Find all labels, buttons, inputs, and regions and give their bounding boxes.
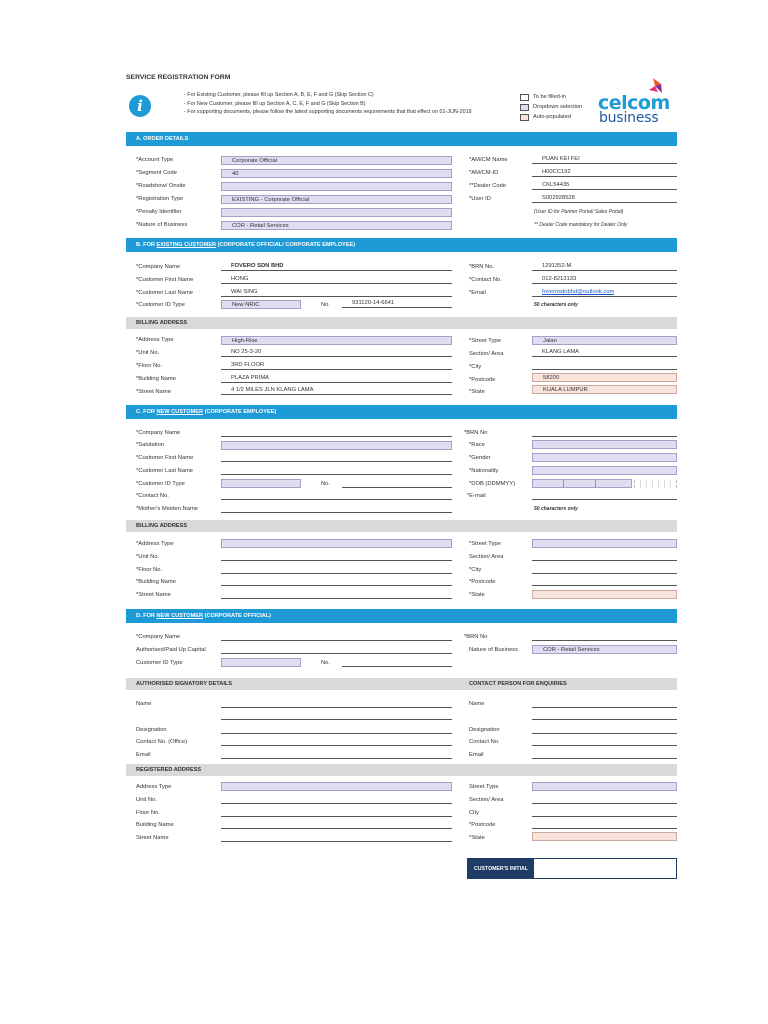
label-email: *Email xyxy=(469,290,486,296)
instruction-existing: - For Existing Customer, please fill up Section A, B, E, F and G (Skip Section C) xyxy=(184,92,374,98)
label-c-brn: *BRN No xyxy=(464,430,488,436)
instruction-new: - For New Customer, please fill up Section A, C, E, F and G (Skip Section B) xyxy=(184,100,366,107)
sig-contact-line[interactable] xyxy=(221,745,452,746)
user-id-field[interactable]: S002928528 xyxy=(532,194,677,203)
cp-designation-line[interactable] xyxy=(532,733,677,734)
label-last-name: *Customer Last Name xyxy=(136,290,194,296)
address-type-select[interactable]: High-Rise xyxy=(221,336,452,345)
unit-no-field[interactable]: NO 25-3-20 xyxy=(221,348,452,357)
section-d-title-suffix: (CORPORATE OFFICIAL) xyxy=(203,613,271,619)
label-unit-no: *Unit No. xyxy=(136,350,160,356)
dealer-code-note: ** Dealer Code mandatory for Dealer Only xyxy=(534,222,628,228)
am-name-field[interactable]: PUAN KEI FEI xyxy=(532,155,677,164)
c-postcode-field[interactable] xyxy=(532,577,677,586)
info-glyph: i xyxy=(137,97,143,115)
c-id-no-field[interactable] xyxy=(342,479,452,488)
reg-building-name-field[interactable] xyxy=(221,820,452,829)
reg-postcode-field[interactable] xyxy=(532,820,677,829)
registration-type-select[interactable]: EXISTING - Corporate Official xyxy=(221,195,452,204)
dealer-code-field[interactable]: CKL54435 xyxy=(532,181,677,190)
label-reg-postcode: *Postcode xyxy=(469,822,496,828)
account-type-select[interactable]: Corporate Official xyxy=(221,156,452,165)
label-cp-designation: Designation xyxy=(469,727,500,733)
cp-name-line2[interactable] xyxy=(532,719,677,720)
section-area-field[interactable]: KLANG LAMA xyxy=(532,348,677,357)
section-b-title-suffix: (CORPORATE OFFICIAL/ CORPORATE EMPLOYEE) xyxy=(216,242,356,248)
cp-contact-line[interactable] xyxy=(532,745,677,746)
label-c-section-area: Section/ Area xyxy=(469,554,504,560)
label-postcode: *Postcode xyxy=(469,377,496,383)
label-account-type: *Account Type xyxy=(136,157,174,163)
street-name-field[interactable]: 4 1/2 MILES JLN KLANG LAMA xyxy=(221,386,452,395)
billing-title: BILLING ADDRESS xyxy=(136,320,188,326)
label-sig-contact: Contact No. (Office) xyxy=(136,739,188,745)
logo-celcom-text: celcom xyxy=(598,92,670,114)
reg-floor-no-field[interactable] xyxy=(221,808,452,817)
label-city: *City xyxy=(469,364,482,370)
sig-designation-line[interactable] xyxy=(221,733,452,734)
c-mothers-name-field[interactable] xyxy=(221,504,452,513)
label-c-gender: *Gender xyxy=(469,455,491,461)
c-company-name-field[interactable] xyxy=(221,428,452,437)
c-email-chars-note: 50 characters only xyxy=(534,506,578,512)
info-icon xyxy=(129,95,151,117)
cp-email-line[interactable] xyxy=(532,758,677,759)
customer-initial-field[interactable] xyxy=(534,859,676,878)
label-c-city: *City xyxy=(469,567,482,573)
section-c-title-underlined: NEW CUSTOMER xyxy=(156,409,204,415)
label-dealer-code: **Dealer Code xyxy=(469,183,507,189)
c-street-type-select[interactable] xyxy=(532,539,677,548)
legend-fill-label: To be filled-in xyxy=(533,94,566,100)
label-c-building-name: *Building Name xyxy=(136,579,176,585)
section-b-billing-header xyxy=(126,317,677,329)
floor-no-field[interactable]: 3RD FLOOR xyxy=(221,361,452,370)
c-email-field[interactable] xyxy=(532,491,677,500)
sig-name-line2[interactable] xyxy=(221,719,452,720)
c-first-name-field[interactable] xyxy=(221,453,452,462)
label-user-id: *User ID xyxy=(469,196,491,202)
label-am-id: *AM/CM-ID xyxy=(469,170,499,176)
dob-divider xyxy=(563,480,564,487)
label-reg-section-area: Section/ Area xyxy=(469,797,504,803)
section-b-header xyxy=(126,238,677,252)
label-reg-street-type: Street Type xyxy=(469,784,499,790)
penalty-identifier-select[interactable] xyxy=(221,208,452,217)
legend-fill-swatch xyxy=(520,94,529,101)
c-last-name-field[interactable] xyxy=(221,466,452,475)
section-d-title-underlined: NEW CUSTOMER xyxy=(156,613,204,619)
d-id-type-select[interactable] xyxy=(221,658,301,667)
street-type-select[interactable]: Jalan xyxy=(532,336,677,345)
first-name-field[interactable]: HONG xyxy=(221,275,452,284)
label-c-street-type: *Street Type xyxy=(469,541,501,547)
label-roadshow: *Roadshow/ Onsite xyxy=(136,183,186,189)
label-segment-code: *Segment Code xyxy=(136,170,177,176)
c-salutation-select[interactable] xyxy=(221,441,452,450)
c-city-field[interactable] xyxy=(532,565,677,574)
celcom-logo xyxy=(598,78,668,126)
label-company-name: *Company Name xyxy=(136,264,181,270)
label-c-first-name: *Customer First Name xyxy=(136,455,194,461)
legend-auto-swatch xyxy=(520,114,529,121)
section-a-title: A. ORDER DETAILS xyxy=(136,136,189,142)
registered-address-header xyxy=(126,764,677,776)
c-street-name-field[interactable] xyxy=(221,590,452,599)
label-c-last-name: *Customer Last Name xyxy=(136,468,194,474)
reg-state-field xyxy=(532,832,677,841)
c-contact-no-field[interactable] xyxy=(221,491,452,500)
label-d-id-no: No. xyxy=(321,660,331,666)
c-unit-no-field[interactable] xyxy=(221,552,452,561)
label-sig-name: Name xyxy=(136,701,152,707)
label-c-race: *Race xyxy=(469,442,485,448)
c-floor-no-field[interactable] xyxy=(221,565,452,574)
sig-name-line1[interactable] xyxy=(221,707,452,708)
state-field: KUALA LUMPUR xyxy=(532,385,677,394)
email-link[interactable]: foverosdnbhd@outlook.com xyxy=(542,289,615,295)
label-cp-contact: Contact No. xyxy=(469,739,500,745)
d-nature-of-business-select[interactable]: COR - Retail Services xyxy=(532,645,677,654)
sig-email-line[interactable] xyxy=(221,758,452,759)
contact-title: CONTACT PERSON FOR ENQUIRIES xyxy=(469,681,567,687)
label-c-company-name: *Company Name xyxy=(136,430,181,436)
label-d-company-name: *Company Name xyxy=(136,634,181,640)
section-d-header xyxy=(126,609,677,623)
d-brn-field[interactable] xyxy=(532,632,677,641)
label-reg-city: City xyxy=(469,810,479,816)
signatory-title: AUTHORISED SIGNATORY DETAILS xyxy=(136,681,233,687)
signatory-contact-header xyxy=(126,678,677,690)
c-state-field xyxy=(532,590,677,599)
label-c-state: *State xyxy=(469,592,485,598)
label-sig-email: Email xyxy=(136,752,151,758)
label-c-address-type: *Address Type xyxy=(136,541,174,547)
city-field[interactable] xyxy=(532,361,677,370)
id-type-select[interactable]: New NRIC xyxy=(221,300,301,309)
instructions xyxy=(184,91,472,117)
label-c-salutation: *Salutation xyxy=(136,442,165,448)
customer-initial-box xyxy=(467,858,677,879)
company-name-field[interactable]: FOVERO SDN BHD xyxy=(221,262,452,271)
segment-code-select[interactable]: 40 xyxy=(221,169,452,178)
section-a-header xyxy=(126,132,677,146)
label-reg-street-name: Street Name xyxy=(136,835,169,841)
section-b-title-underlined: EXISTING CUSTOMER xyxy=(156,242,217,248)
section-d-title-prefix: D. FOR xyxy=(136,613,157,619)
reg-street-name-field[interactable] xyxy=(221,833,452,842)
label-c-floor-no: *Floor No. xyxy=(136,567,163,573)
label-street-type: *Street Type xyxy=(469,338,501,344)
d-id-no-field[interactable] xyxy=(342,658,452,667)
label-reg-floor-no: Floor No. xyxy=(136,810,160,816)
contact-no-field[interactable]: 012-8213133 xyxy=(532,275,677,284)
label-c-postcode: *Postcode xyxy=(469,579,496,585)
label-d-brn: *BRN No xyxy=(464,634,488,640)
label-d-capital: Authorised/Paid Up Capital xyxy=(136,647,206,653)
c-section-area-field[interactable] xyxy=(532,552,677,561)
label-reg-state: *State xyxy=(469,835,485,841)
c-billing-title: BILLING ADDRESS xyxy=(136,523,188,529)
label-section-area: Section/ Area xyxy=(469,351,504,357)
label-am-name: *AM/CM Name xyxy=(469,157,508,163)
dob-divider xyxy=(595,480,596,487)
label-cp-email: Email xyxy=(469,752,484,758)
section-b-title-prefix: B. FOR xyxy=(136,242,157,248)
label-c-mothers-name: *Mother's Meiden Name xyxy=(136,506,198,512)
roadshow-select[interactable] xyxy=(221,182,452,191)
reg-section-area-field[interactable] xyxy=(532,795,677,804)
last-name-field[interactable]: WAI SING xyxy=(221,288,452,297)
c-race-select[interactable] xyxy=(532,440,677,449)
label-reg-building-name: Building Name xyxy=(136,822,174,828)
label-contact-no: *Contact No. xyxy=(469,277,502,283)
email-field[interactable] xyxy=(532,288,677,297)
label-reg-address-type: Address Type xyxy=(136,784,172,790)
c-gender-select[interactable] xyxy=(532,453,677,462)
label-reg-unit-no: Unit No. xyxy=(136,797,157,803)
label-floor-no: *Floor No. xyxy=(136,363,163,369)
instruction-documents: - For supporting documents, please follow the latest supporting documents requirements that that effect on 01-JUN-2019 xyxy=(184,109,472,116)
label-street-name: *Street Name xyxy=(136,389,171,395)
c-building-name-field[interactable] xyxy=(221,577,452,586)
label-state: *State xyxy=(469,389,485,395)
label-d-nature-of-business: Nature of Business xyxy=(469,647,518,653)
customer-initial-label: CUSTOMER'S INITIAL xyxy=(468,859,534,878)
building-name-field[interactable]: PLAZA PRIMA xyxy=(221,374,452,383)
brn-field[interactable]: 1291352-M xyxy=(532,262,677,271)
label-penalty-identifier: *Penalty Identifier xyxy=(136,209,182,215)
label-id-type: *Customer ID Type xyxy=(136,302,185,308)
label-c-id-no: No. xyxy=(321,481,331,487)
user-id-note: (User ID for Partner Portal/ Sales Portal) xyxy=(534,209,624,215)
label-c-email: *E-mail xyxy=(467,493,486,499)
label-first-name: *Customer First Name xyxy=(136,277,194,283)
section-c-title-suffix: (CORPORATE EMPLOYEE) xyxy=(203,409,277,415)
label-c-nationality: *Nationality xyxy=(469,468,499,474)
label-c-dob: *DOB (DDMMYY) xyxy=(469,481,516,487)
legend xyxy=(520,92,582,122)
section-c-billing-header xyxy=(126,520,677,532)
label-c-unit-no: *Unit No. xyxy=(136,554,160,560)
email-chars-note: 50 characters only xyxy=(534,302,578,308)
dob-extra-boxes xyxy=(634,480,677,488)
nature-of-business-select[interactable]: COR - Retail Services xyxy=(221,221,452,230)
d-company-name-field[interactable] xyxy=(221,632,452,641)
legend-dropdown-swatch xyxy=(520,104,529,111)
reg-street-type-select[interactable] xyxy=(532,782,677,791)
label-registration-type: *Registration Type xyxy=(136,196,184,202)
label-brn: *BRN No. xyxy=(469,264,495,270)
label-id-no: No. xyxy=(321,302,331,308)
section-c-title-prefix: C. FOR xyxy=(136,409,157,415)
label-building-name: *Building Name xyxy=(136,376,176,382)
c-dob-field[interactable] xyxy=(532,479,632,488)
reg-unit-no-field[interactable] xyxy=(221,795,452,804)
legend-auto-label: Auto-populated xyxy=(533,114,571,120)
registered-address-title: REGISTERED ADDRESS xyxy=(136,767,202,773)
label-sig-designation: Designation xyxy=(136,727,167,733)
section-c-header xyxy=(126,405,677,419)
c-address-type-select[interactable] xyxy=(221,539,452,548)
cp-name-line1[interactable] xyxy=(532,707,677,708)
d-capital-field[interactable] xyxy=(221,645,452,654)
reg-address-type-select[interactable] xyxy=(221,782,452,791)
am-id-field[interactable]: H00CC192 xyxy=(532,168,677,177)
label-cp-name: Name xyxy=(469,701,485,707)
c-nationality-select[interactable] xyxy=(532,466,677,475)
label-address-type: *Address Type xyxy=(136,337,174,343)
logo-business-text: business xyxy=(599,110,659,126)
reg-city-field[interactable] xyxy=(532,808,677,817)
postcode-field: 58200 xyxy=(532,373,677,382)
label-c-contact-no: *Contact No. xyxy=(136,493,169,499)
label-d-id-type: Customer ID Type xyxy=(136,660,183,666)
c-id-type-select[interactable] xyxy=(221,479,301,488)
label-c-id-type: *Customer ID Type xyxy=(136,481,185,487)
label-c-street-name: *Street Name xyxy=(136,592,171,598)
form-title: SERVICE REGISTRATION FORM xyxy=(126,74,231,81)
c-brn-field[interactable] xyxy=(532,428,677,437)
id-no-field[interactable]: 931120-14-6641 xyxy=(342,299,452,308)
legend-dropdown-label: Dropdown selection xyxy=(533,104,583,110)
label-nature-of-business: *Nature of Business xyxy=(136,222,188,228)
